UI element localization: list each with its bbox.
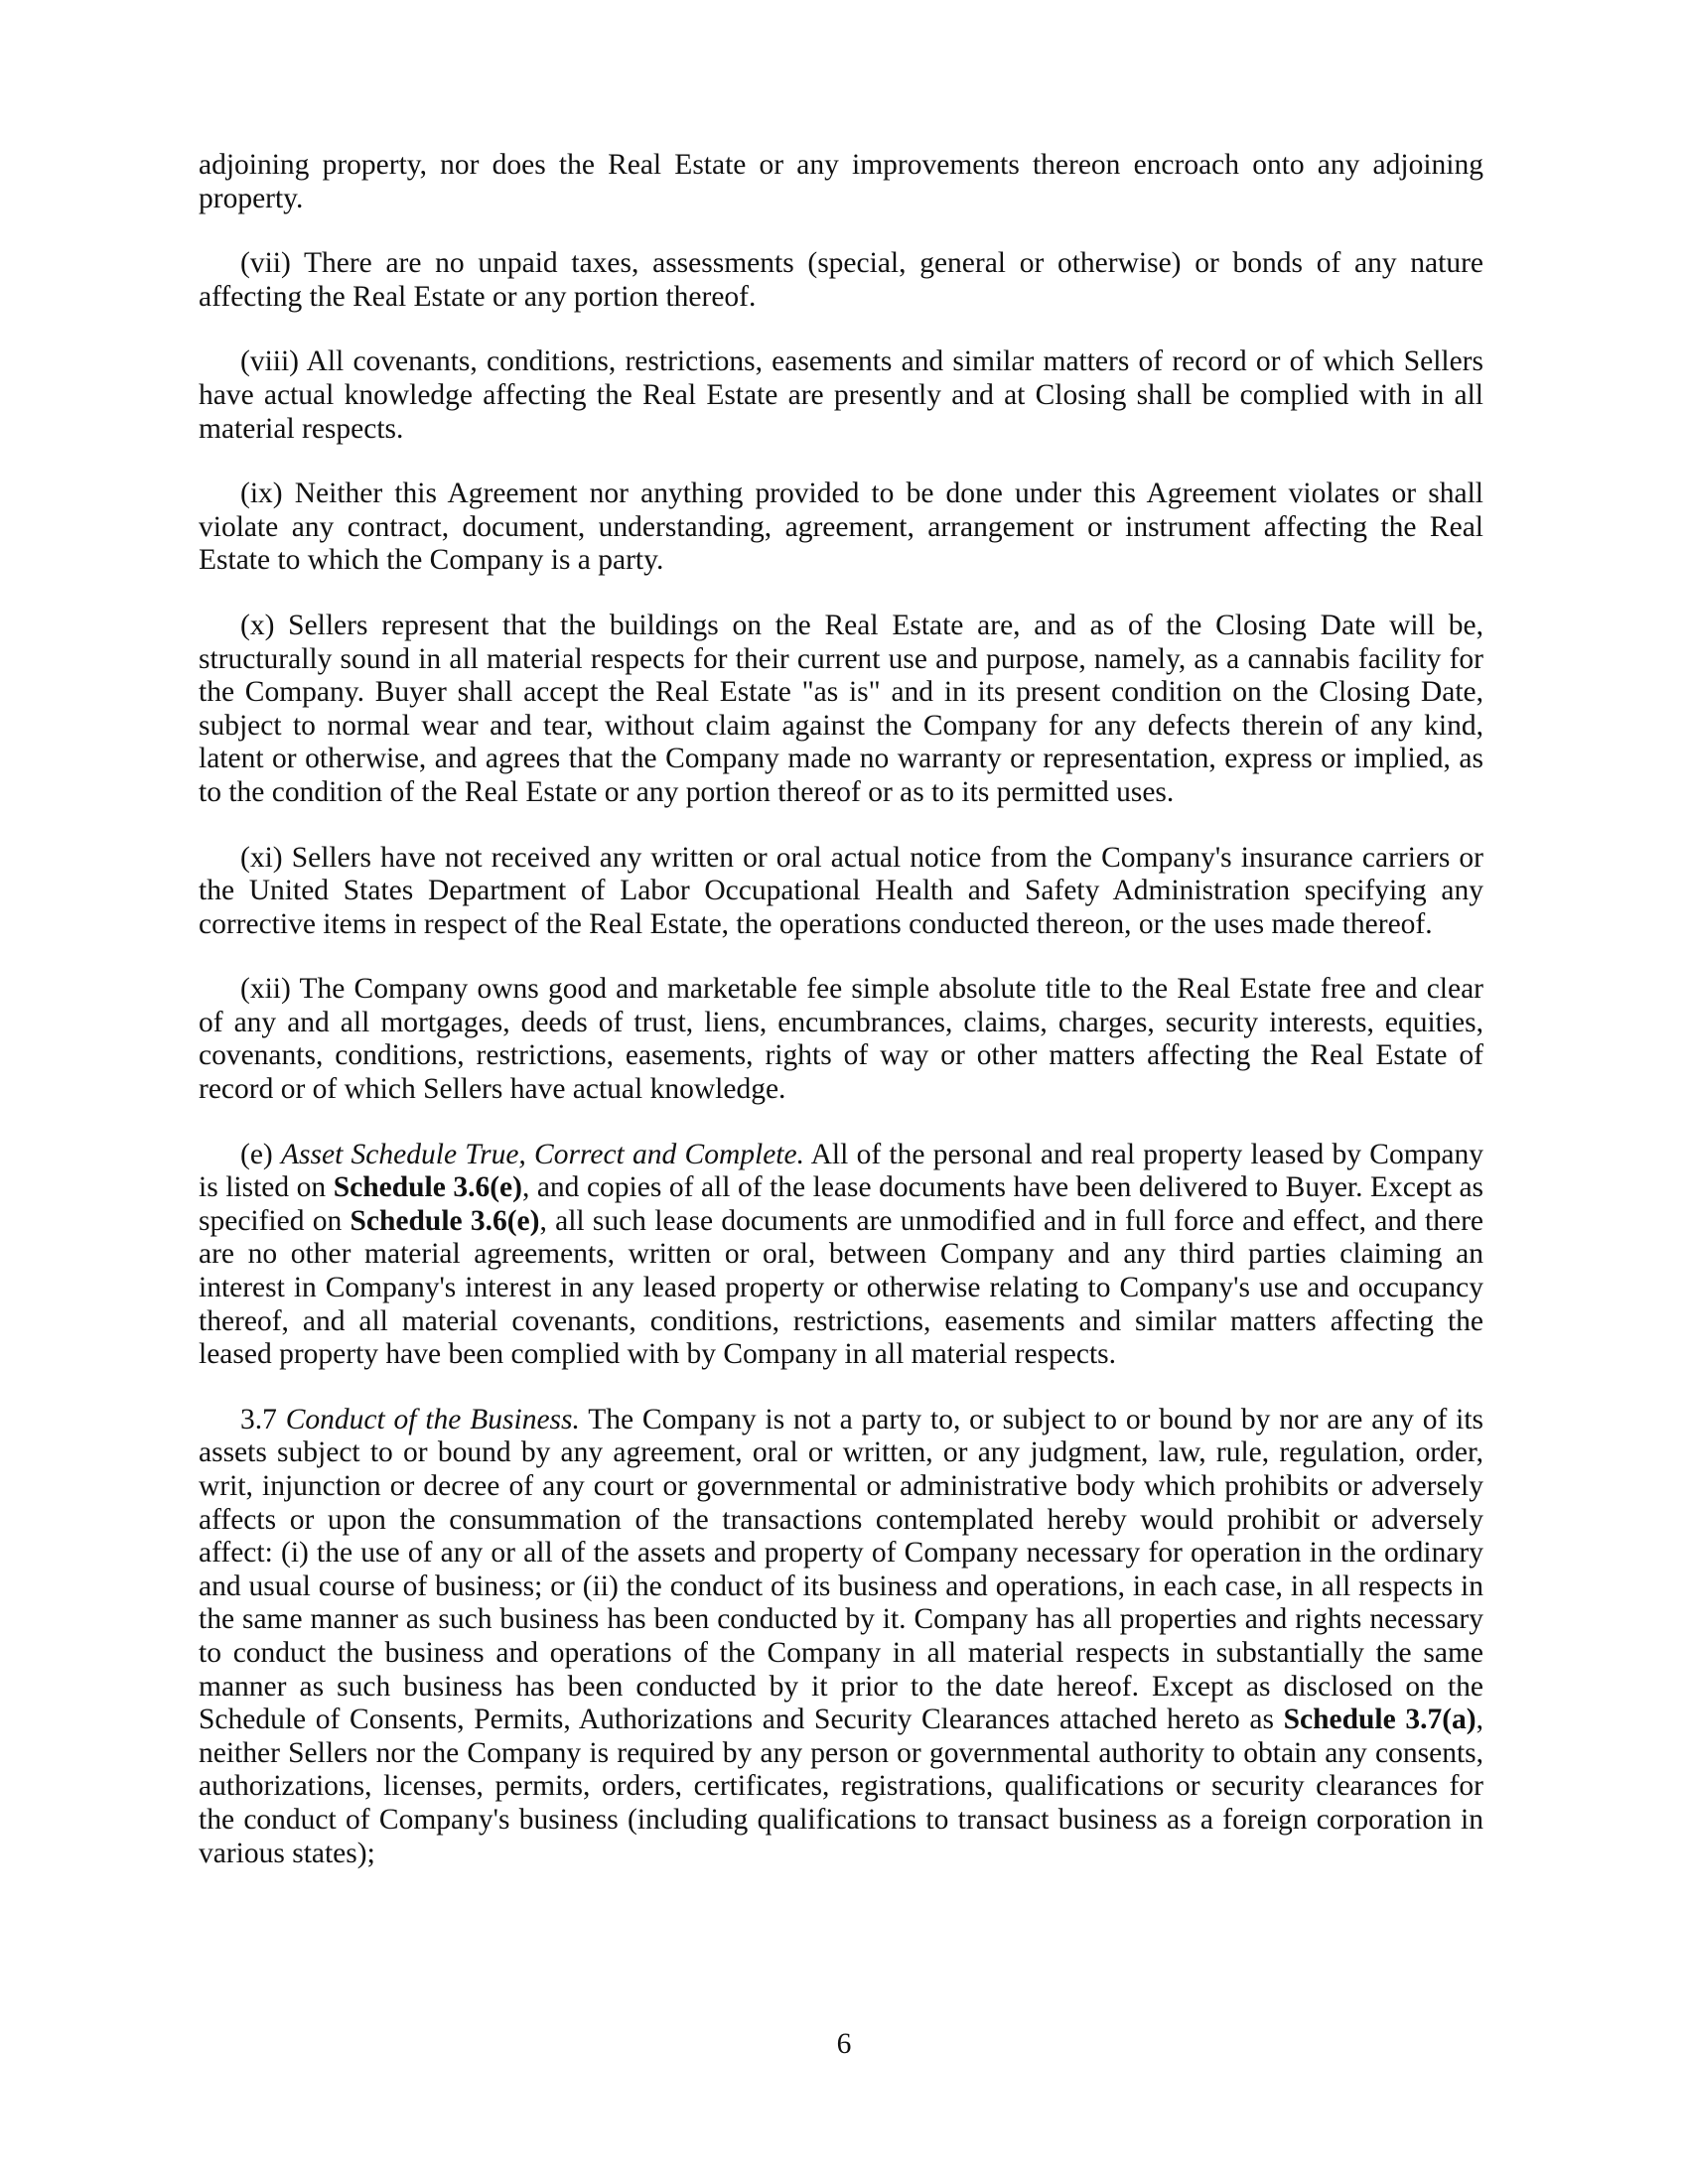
schedule-reference: Schedule 3.6(e)	[350, 1204, 540, 1237]
section-3-7	[199, 1404, 1483, 1870]
section-3-7-heading: Conduct of the Business.	[285, 1403, 580, 1435]
schedule-reference: Schedule 3.7(a)	[1283, 1704, 1477, 1736]
paragraph-e-text-2: , and copies of all of the lease documents have been delivered to Buyer. Except as specified on	[199, 1171, 1484, 1237]
paragraph-continuation: adjoining property, nor does the Real Estate or any improvements thereon encroach onto any adjoining property.	[199, 149, 1483, 214]
section-3-7-text-1: The Company is not a party to, or subject to or bound by nor are any of its assets subject to or bound by any agreement, oral or written, or any judgment, law, rule, regulation, order, writ, injunction or decree of any court or governmental or administrative body which prohibits or adversely affects or upon the consummation of the transactions contemplated hereby would prohibit or adversely affect: (i) the use of any or all of the assets and property of Company necessary for operation in the ordinary and usual course of business; or (ii) the conduct of its business and operations, in each case, in all respects in the same manner as such business has been conducted by it. Company has all properties and rights necessary to conduct the business and operations of the Company in all material respects in substantially the same manner as such business has been conducted by it prior to the date hereof. Except as disclosed on the Schedule of Consents, Permits, Authorizations and Security Clearances attached hereto as	[199, 1403, 1484, 1736]
page-number: 6	[836, 2028, 852, 2060]
paragraph-e	[199, 1139, 1483, 1372]
schedule-reference: Schedule 3.6(e)	[333, 1171, 522, 1204]
paragraph-xii: (xii) The Company owns good and marketable fee simple absolute title to the Real Estate free and clear of any and all mortgages, deeds of trust, liens, encumbrances, claims, charges, security interests, equities, covenants, conditions, restrictions, easements, rights of way or other matters affecting the Real Estate of record or of which Sellers have actual knowledge.	[199, 973, 1483, 1106]
paragraph-x: (x) Sellers represent that the buildings on the Real Estate are, and as of the Closing Date will be, structurally sound in all material respects for their current use and purpose, namely, as a cannabis facility for the Company. Buyer shall accept the Real Estate "as is" and in its present condition on the Closing Date, subject to normal wear and tear, without claim against the Company for any defects therein of any kind, latent or otherwise, and agrees that the Company made no warranty or representation, express or implied, as to the condition of the Real Estate or any portion thereof or as to its permitted uses.	[199, 609, 1483, 808]
paragraph-e-text-3: , all such lease documents are unmodified and in full force and effect, and there are no other material agreements, written or oral, between Company and any third parties claiming an interest in Company's interest in any leased property or otherwise relating to Company's use and occupancy thereof, and all material covenants, conditions, restrictions, easements and similar matters affecting the leased property have been complied with by Company in all material respects.	[199, 1204, 1484, 1371]
paragraph-xi: (xi) Sellers have not received any written or oral actual notice from the Company's insurance carriers or the United States Department of Labor Occupational Health and Safety Administration specifying any corrective items in respect of the Real Estate, the operations conducted thereon, or the uses made thereof.	[199, 841, 1483, 940]
document-page	[199, 149, 1483, 1902]
paragraph-ix: (ix) Neither this Agreement nor anything provided to be done under this Agreement violates or shall violate any contract, document, understanding, agreement, arrangement or instrument affecting the Real Estate to which the Company is a party.	[199, 478, 1483, 577]
paragraph-e-label: (e)	[240, 1138, 282, 1170]
paragraph-vii: (vii) There are no unpaid taxes, assessments (special, general or otherwise) or bonds of any nature affecting the Real Estate or any portion thereof.	[199, 247, 1483, 313]
paragraph-viii: (viii) All covenants, conditions, restrictions, easements and similar matters of record or of which Sellers have actual knowledge affecting the Real Estate are presently and at Closing shall be complied with in all material respects.	[199, 345, 1483, 445]
paragraph-e-heading: Asset Schedule True, Correct and Complete.	[281, 1138, 804, 1170]
section-3-7-text-2: , neither Sellers nor the Company is required by any person or governmental authority to obtain any consents, authorizations, licenses, permits, orders, certificates, registrations, qualifications or security clearances for the conduct of Company's business (including qualifications to transact business as a foreign corporation in various states);	[199, 1704, 1484, 1869]
paragraph-e-text-1: All of the personal and real property leased by Company is listed on	[199, 1138, 1483, 1204]
section-3-7-label: 3.7	[240, 1403, 286, 1435]
